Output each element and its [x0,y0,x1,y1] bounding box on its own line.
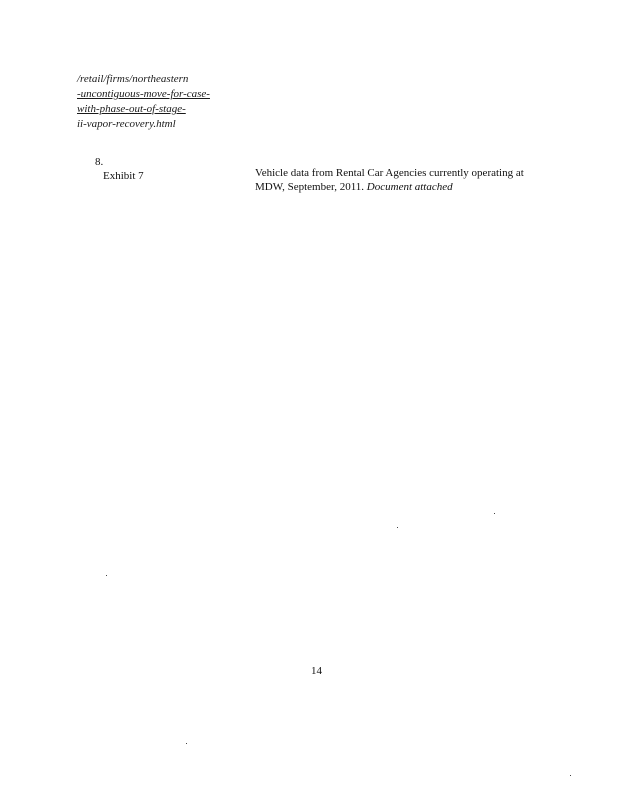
url-reference-block [77,72,217,132]
item-number: 8. [95,156,104,168]
url-line-2: -uncontiguous-move-for-case- [77,88,210,100]
exhibit-description [255,166,545,194]
page-number: 14 [311,665,322,677]
scan-speck [570,775,571,776]
url-line-1: /retail/firms/northeastern [77,73,189,85]
scan-speck [494,513,495,514]
scan-speck [186,743,187,744]
url-line-4: ii-vapor-recovery.html [77,118,176,130]
document-attached-note: Document attached [366,181,453,193]
url-line-3: with-phase-out-of-stage- [77,103,186,115]
scan-speck [397,527,398,528]
exhibit-label: Exhibit 7 [103,170,144,182]
exhibit-description-text: Vehicle data from Rental Car Agencies currently operating at MDW, September, 2011. [255,167,524,193]
scan-speck [106,575,107,576]
